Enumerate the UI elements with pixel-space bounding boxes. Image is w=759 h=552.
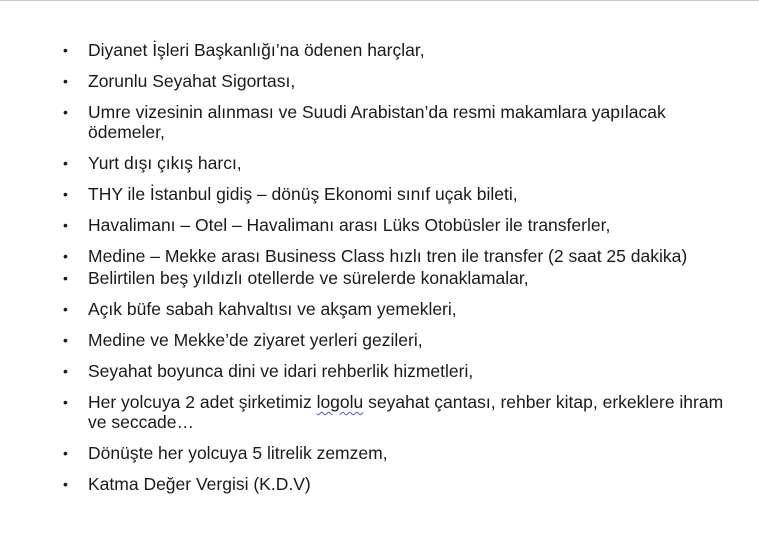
list-item-text: Medine – Mekke arası Business Class hızlı tren ile transfer (2 saat 25 dakika): [88, 246, 688, 266]
list-item: [60, 102, 740, 142]
bullet-icon: •: [63, 476, 68, 492]
list-item-text: Yurt dışı çıkış harcı,: [88, 153, 242, 173]
list-item-text: Seyahat boyunca dini ve idari rehberlik hizmetleri,: [88, 361, 474, 381]
list-item: [60, 392, 740, 432]
list-item-text-after: seyahat çantası, rehber kitap, erkeklere ihram ve seccade…: [88, 392, 724, 432]
list-item-text: Medine ve Mekke’de ziyaret yerleri gezileri,: [88, 330, 423, 350]
bullet-icon: •: [63, 363, 68, 379]
list-item: [60, 330, 740, 350]
bullet-icon: •: [63, 301, 68, 317]
list-item: [60, 474, 740, 494]
spellcheck-marked-word: logolu: [316, 392, 364, 412]
list-item: [60, 215, 740, 235]
list-item: [60, 184, 740, 204]
list-item-text: Açık büfe sabah kahvaltısı ve akşam yemekleri,: [88, 299, 457, 319]
list-item-text: Dönüşte her yolcuya 5 litrelik zemzem,: [88, 443, 388, 463]
bullet-icon: •: [63, 155, 68, 171]
list-item-text-before: Her yolcuya 2 adet şirketimiz: [88, 392, 317, 412]
list-item-text: THY ile İstanbul gidiş – dönüş Ekonomi sınıf uçak bileti,: [88, 184, 518, 204]
list-item-text: Havalimanı – Otel – Havalimanı arası Lüks Otobüsler ile transferler,: [88, 215, 611, 235]
bullet-icon: •: [63, 186, 68, 202]
list-item-text: Belirtilen beş yıldızlı otellerde ve sürelerde konaklamalar,: [88, 268, 529, 288]
bullet-icon: •: [63, 248, 68, 264]
list-item: [60, 71, 740, 91]
list-item: [60, 361, 740, 381]
list-item: [60, 246, 740, 266]
bullet-icon: •: [63, 270, 68, 286]
included-services-list: [60, 40, 740, 494]
bullet-icon: •: [63, 104, 68, 120]
bullet-icon: •: [63, 217, 68, 233]
list-item-text: [88, 392, 723, 432]
list-item: [60, 153, 740, 173]
bullet-icon: •: [63, 445, 68, 461]
bullet-icon: •: [63, 332, 68, 348]
list-item-text: Zorunlu Seyahat Sigortası,: [88, 71, 296, 91]
bullet-icon: •: [63, 73, 68, 89]
bullet-icon: •: [63, 42, 68, 58]
list-item: [60, 40, 740, 60]
list-item-text: Umre vizesinin alınması ve Suudi Arabistan’da resmi makamlara yapılacak ödemeler,: [88, 102, 666, 142]
list-item-text: Diyanet İşleri Başkanlığı’na ödenen harçlar,: [88, 40, 425, 60]
list-item: [60, 299, 740, 319]
list-item: [60, 443, 740, 463]
bullet-icon: •: [63, 394, 68, 410]
list-item: [60, 268, 740, 288]
list-item-text: Katma Değer Vergisi (K.D.V): [88, 474, 311, 494]
